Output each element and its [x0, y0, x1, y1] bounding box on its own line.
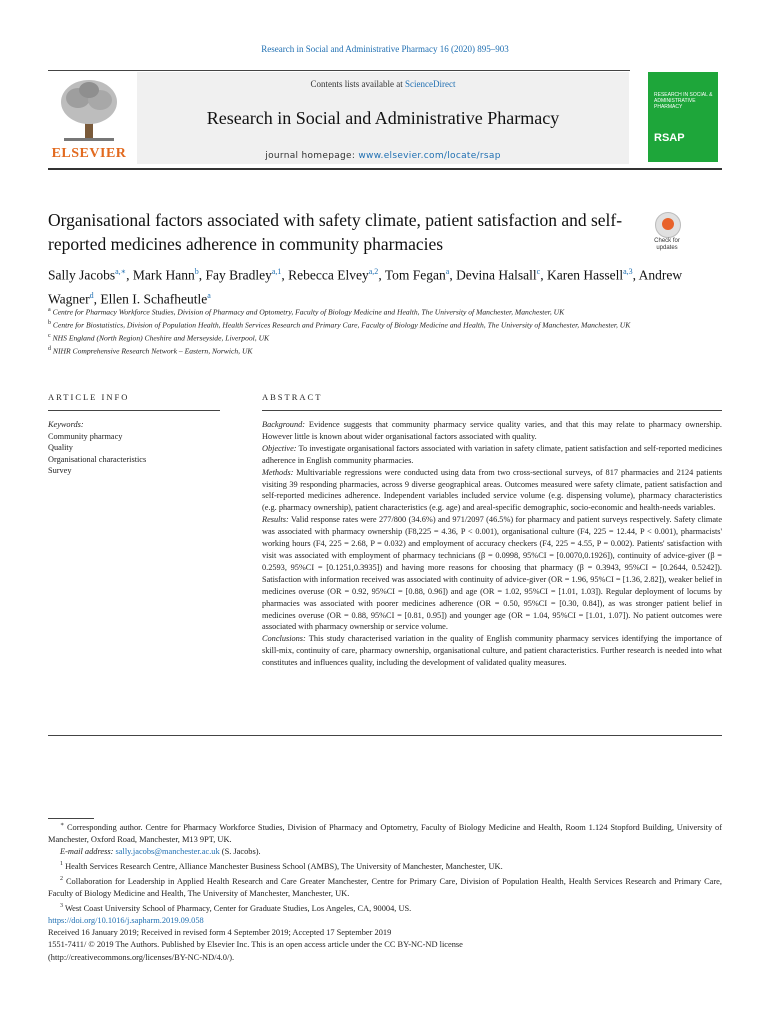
- footnote-item: [48, 858, 722, 873]
- abstract-section-label: Background:: [262, 420, 306, 429]
- article-info-rule: [48, 410, 220, 411]
- author-name[interactable]: Rebecca Elvey: [288, 267, 369, 283]
- journal-title: Research in Social and Administrative Pharmacy: [206, 108, 560, 128]
- abstract-section-text: This study characterised variation in the quality of English community pharmacy services identifying the importance of skill-mix, continuity of care, pharmacy ownership, organisational culture, and patient characteristics. Further research is needed into what constitutes and influences quality, including the development of validated quality measures.: [262, 634, 722, 668]
- abstract-section-label: Conclusions:: [262, 634, 306, 644]
- footnote-item: [48, 900, 722, 915]
- author-name[interactable]: Ellen I. Schafheutle: [100, 291, 208, 306]
- abstract-section-text: Evidence suggests that community pharmacy service quality varies, and that this may relate to pharmacy ownership. However little is known about wider organisational factors associated with quality.: [262, 420, 722, 441]
- abstract-section: [262, 633, 722, 669]
- elsevier-logo: [48, 76, 130, 162]
- doi-link[interactable]: https://doi.org/10.1016/j.sapharm.2019.09.058: [48, 916, 204, 925]
- affiliation-text: NIHR Comprehensive Research Network – Eastern, Norwich, UK: [52, 346, 253, 356]
- received-dates: Received 16 January 2019; Received in revised form 4 September 2019; Accepted 17 September 2019: [48, 928, 392, 938]
- email-note: E-mail address: sally.jacobs@manchester.ac.uk (S. Jacobs).: [60, 846, 261, 856]
- affiliation-key: b: [48, 320, 51, 327]
- affiliation-key: a: [48, 307, 51, 313]
- footnote-key: 1: [60, 861, 63, 868]
- author-affiliation-marker[interactable]: d: [89, 290, 94, 300]
- publisher-wordmark: ELSEVIER: [51, 146, 127, 161]
- footnote-text: West Coast University School of Pharmacy, Center for Graduate Studies, Los Angeles, CA, 90004, US.: [64, 903, 412, 913]
- keyword-item: Quality: [48, 443, 73, 452]
- homepage-line: [137, 151, 629, 161]
- abstract-section-text: Valid response rates were 277/800 (34.6%) and 971/2097 (46.5%) for pharmacy and patient surveys respectively. Safety climate was associated with pharmacy ownership (F8,225 = 4.36, P < 0.001), organisational culture (F4, 225 = 12.44, P < 0.001), pharmacists' working hours (F4, 225 = 2.68, P = 0.032) and employment of accuracy checkers (F4, 225 = 4.55, P = 0.002). Patients' satisfaction with visit was associated with employment of pharmacy technicians (β = 0.0998, 95%CI = [0.0070,0.1926]), continuity of advice-giver (β = 0.2593, 95%CI = [0.1251,0.3935]) and having more reasons for choosing that pharmacy (β = 0.3943, 95%CI = [0.2644, 0.5242]). Satisfaction with information received was associated with continuity of advice-giver (OR = 1.96, 95%CI = [1.36, 2.82]), weaker belief in medicines overuse (OR = 0.92, 95%CI = [0.88, 0.96]) and age (OR = 1.02, 95%CI = [1.01, 1.03]). Regular deployment of locums by pharmacies was associated with poorer medicines adherence (OR = 0.50, 95%CI = [0.30, 0.84]), as was stronger patient belief in medicines overuse (OR = 0.88, 95%CI = [0.81, 0.95]) and younger age (OR = 1.04, 95%CI = [1.01, 1.07]). No patient outcomes were associated with pharmacy ownership or service volume.: [262, 515, 722, 632]
- affiliation-key: d: [48, 346, 51, 353]
- author-name[interactable]: Fay Bradley: [205, 267, 272, 283]
- author-affiliation-marker[interactable]: b: [194, 267, 199, 276]
- keyword-item: Survey: [48, 466, 72, 475]
- keywords-list: [48, 431, 220, 477]
- abstract-section-text: To investigate organisational factors associated with variation in safety climate, patient satisfaction and self-reported medicines adherence in English community pharmacies.: [262, 443, 722, 465]
- abstract-section-label: Methods:: [262, 467, 294, 477]
- abstract-section: [262, 443, 722, 467]
- sciencedirect-link[interactable]: ScienceDirect: [405, 79, 456, 89]
- author-name[interactable]: Devina Halsall: [456, 267, 537, 283]
- email-link[interactable]: sally.jacobs@manchester.ac.uk: [115, 846, 220, 856]
- footnote-key: 2: [60, 875, 63, 882]
- affiliation-item: [48, 305, 688, 318]
- author-name[interactable]: Sally Jacobs: [48, 267, 116, 283]
- footnote-item: [48, 873, 722, 900]
- abstract-heading: ABSTRACT: [262, 392, 323, 402]
- copyright-line: 1551-7411/ © 2019 The Authors. Published by Elsevier Inc. This is an open access article under the CC BY-NC-ND license: [48, 940, 463, 950]
- abstract-section-label: Results:: [262, 515, 289, 525]
- article-info-heading: ARTICLE INFO: [48, 392, 130, 402]
- numbered-footnotes: [48, 858, 722, 915]
- cover-abbreviation: RSAP: [654, 132, 685, 144]
- author-affiliation-marker[interactable]: a,3: [623, 267, 633, 276]
- check-updates-label: Check for updates: [654, 238, 680, 251]
- author-name[interactable]: Karen Hassell: [546, 267, 624, 283]
- abstract-section: [262, 467, 722, 515]
- author-affiliation-marker[interactable]: a: [445, 267, 450, 276]
- top-rule: [48, 70, 630, 71]
- author-list: Sally Jacobs$^{a,∗}$, Mark Hann$^b$, Fay Bradley$^{a,1}$, Rebecca Elvey$^{a,2}$, Tom Fegan$^a$, Devina Halsall$^c$, Karen Hassell$^{a,3}$, Andrew Wagner$^d$, Ellen I. Schafheutle$^a$: [48, 267, 683, 306]
- footnote-key: 3: [60, 902, 63, 909]
- cover-journal-name: RESEARCH IN SOCIAL & ADMINISTRATIVE PHARMACY: [654, 92, 713, 110]
- affiliation-item: [48, 344, 688, 357]
- check-updates-icon: [655, 212, 681, 238]
- footnote-text: Collaboration for Leadership in Applied Health Research and Care Greater Manchester, Centre for Primary Care, Division of Population Health, Health Services Research and Primary Care, Faculty of Biology Medicine and Health, The University of Manchester, Manchester, UK.: [48, 876, 722, 898]
- keyword-item: Community pharmacy: [48, 431, 123, 441]
- abstract-section-label: Objective:: [262, 443, 297, 453]
- author-affiliation-marker[interactable]: a,∗: [115, 267, 127, 276]
- abstract-section-text: Multivariable regressions were conducted using data from two cross-sectional surveys, of 817 pharmacies and 2124 patients visiting 39 responding pharmacies, across 9 diverse geographical areas. Outcomes measured were safety climate, patient satisfaction and self-reported medicines adherence. Independent variables included service volume (e.g. dispensing volume), pharmacy characteristics (e.g. pharmacy ownership), patient characteristics (e.g. age) and areal-specific demographic, socio-economic and health-needs variables.: [262, 467, 722, 513]
- article-title: Organisational factors associated with safety climate, patient satisfaction and self-reported medicines adherence in community pharmacies: [48, 210, 623, 254]
- affiliations: [48, 305, 688, 357]
- author-affiliation-marker[interactable]: c: [536, 267, 541, 276]
- abstract-end-rule: [48, 735, 722, 736]
- keywords-block: [48, 419, 220, 477]
- author-affiliation-marker[interactable]: a,2: [368, 267, 379, 276]
- affiliation-key: c: [48, 333, 51, 340]
- abstract-rule: [262, 410, 722, 411]
- affiliation-item: [48, 331, 688, 344]
- affiliation-text: NHS England (North Region) Cheshire and Merseyside, Liverpool, UK: [52, 333, 270, 343]
- keywords-label: Keywords:: [48, 420, 84, 429]
- check-for-updates-button[interactable]: [645, 212, 689, 258]
- license-url[interactable]: (http://creativecommons.org/licenses/BY-NC-ND/4.0/).: [48, 952, 235, 962]
- author-name[interactable]: Mark Hann: [132, 267, 195, 283]
- title-rule: [48, 168, 722, 170]
- contents-line: [137, 79, 629, 89]
- affiliation-text: Centre for Biostatistics, Division of Population Health, Health Services Research and Primary Care, Faculty of Biology Medicine and Health, The University of Manchester, Manchester, UK: [52, 320, 631, 330]
- keyword-item: Organisational characteristics: [48, 454, 147, 464]
- publication-info: [48, 915, 722, 964]
- abstract-section: [262, 514, 722, 633]
- footnotes: [48, 819, 722, 915]
- homepage-prefix: journal homepage:: [265, 151, 359, 161]
- author-name[interactable]: Andrew Wagner: [48, 267, 683, 306]
- abstract-body: [262, 419, 722, 669]
- journal-cover-thumbnail: [648, 72, 718, 162]
- abstract-section: [262, 419, 722, 443]
- contents-prefix: Contents lists available at: [310, 79, 405, 89]
- homepage-link[interactable]: www.elsevier.com/locate/rsap: [358, 151, 501, 161]
- affiliation-text: Centre for Pharmacy Workforce Studies, Division of Pharmacy and Optometry, Faculty of Biology Medicine and Health, The University of Manchester, Manchester, UK: [52, 307, 565, 317]
- journal-reference[interactable]: Research in Social and Administrative Pharmacy 16 (2020) 895–903: [261, 44, 509, 54]
- corresponding-author-note: ∗ Corresponding author. Centre for Pharmacy Workforce Studies, Division of Pharmacy and Optometry, Faculty of Biology Medicine and Health, Room 1.124 Stopford Building, University of Manchester, Oxford Road, Manchester, M13 9PT, UK.: [48, 822, 722, 844]
- author-name[interactable]: Tom Fegan: [384, 267, 446, 283]
- author-affiliation-marker[interactable]: a,1: [271, 267, 282, 276]
- author-affiliation-marker[interactable]: a: [207, 290, 211, 300]
- elsevier-tree-icon: [58, 78, 120, 144]
- footnote-text: Health Services Research Centre, Alliance Manchester Business School (AMBS), The University of Manchester, Manchester, UK.: [65, 861, 503, 871]
- affiliation-item: [48, 318, 688, 331]
